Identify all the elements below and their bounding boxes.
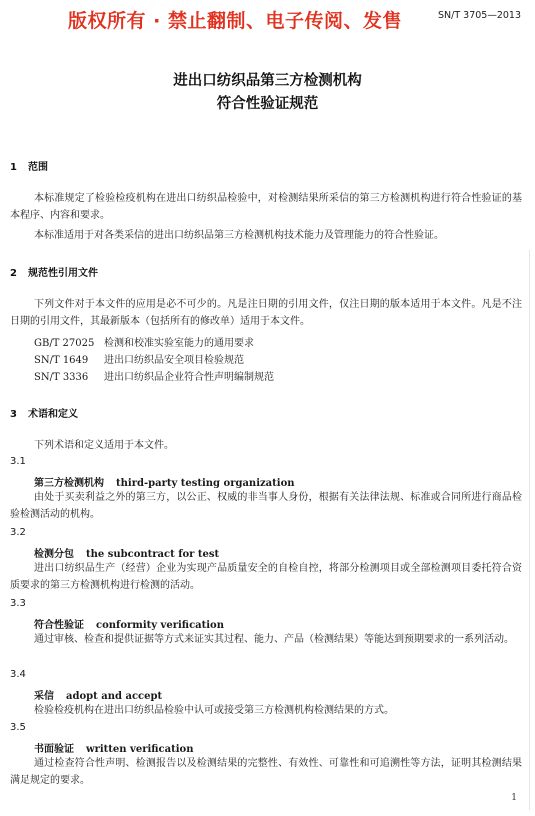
document-title-line2: 符合性验证规范 [216,96,319,112]
reference-code: SN/T 3336 [34,372,89,383]
copyright-watermark: 版权所有 · 禁止翻制、电子传阅、发售 [68,10,402,32]
term-definition: 进出口纺织品生产（经营）企业为实现产品质量安全的自检自控，将部分检测项目或全部检测项目委托符合资质要求的第三方检测机构进行检测的活动。 [10,563,522,591]
reference-code: SN/T 1649 [34,355,89,366]
section-title: 规范性引用文件 [28,268,98,279]
page-number: 1 [511,793,517,803]
term-english: adopt and accept [66,691,163,702]
document-title-line1: 进出口纺织品第三方检测机构 [173,73,362,89]
clause-number: 3.3 [10,598,26,609]
term-chinese: 书面验证 [34,744,74,755]
reference-item [34,368,274,383]
reference-item [34,351,244,366]
term-chinese: 采信 [34,691,54,702]
clause-number: 3.4 [10,669,26,680]
section-1-paragraph-2: 本标准适用于对各类采信的进出口纺织品第三方检测机构技术能力及管理能力的符合性验证。 [34,230,444,241]
term-english: conformity verification [96,620,224,631]
section-3-intro: 下列术语和定义适用于本文件。 [34,440,174,451]
section-1-paragraph-1: 本标准规定了检验检疫机构在进出口纺织品检验中，对检测结果所采信的第三方检测机构进行符合性验证的基本程序、内容和要求。 [10,193,522,221]
section-2-intro: 下列文件对于本文件的应用是必不可少的。凡是注日期的引用文件，仅注日期的版本适用于本文件。凡是不注日期的引用文件，其最新版本（包括所有的修改单）适用于本文件。 [10,299,522,327]
standard-code: SN/T 3705—2013 [437,10,521,21]
section-title: 术语和定义 [28,409,78,420]
term-english: the subcontract for test [86,549,220,560]
section-1-heading [10,158,48,173]
reference-title: 检测和校准实验室能力的通用要求 [104,338,254,349]
clause-number: 3.2 [10,527,26,538]
reference-title: 进出口纺织品企业符合性声明编制规范 [104,372,274,383]
reference-title: 进出口纺织品安全项目检验规范 [104,355,244,366]
term-heading [34,474,295,489]
section-2-heading [10,264,98,279]
term-english: written verification [86,744,194,755]
clause-number: 3.1 [10,456,26,467]
clause-number: 3.5 [10,722,26,733]
term-heading [34,740,193,755]
term-english: third-party testing organization [116,478,295,489]
term-chinese: 检测分包 [34,549,74,560]
reference-code: GB/T 27025 [34,338,95,349]
term-definition: 由处于买卖利益之外的第三方，以公正、权威的非当事人身份，根据有关法律法规、标准或合同所进行商品检验检测活动的机构。 [10,492,522,520]
reference-item [34,334,254,349]
section-number: 3 [10,409,17,420]
term-chinese: 第三方检测机构 [34,478,104,489]
term-definition: 通过检查符合性声明、检测报告以及检测结果的完整性、有效性、可靠性和可追溯性等方法，证明其检测结果满足规定的要求。 [10,758,522,786]
term-definition: 通过审核、检查和提供证据等方式来证实其过程、能力、产品（检测结果）等能达到预期要求的一系列活动。 [34,634,514,645]
section-title: 范围 [28,162,48,173]
term-heading [34,616,224,631]
section-number: 2 [10,268,17,279]
term-chinese: 符合性验证 [34,620,84,631]
term-heading [34,545,219,560]
page-edge-line [529,250,530,810]
term-definition: 检验检疫机构在进出口纺织品检验中认可或接受第三方检测机构检测结果的方式。 [34,705,394,716]
section-3-heading [10,405,78,420]
section-number: 1 [10,162,17,173]
term-heading [34,687,162,702]
